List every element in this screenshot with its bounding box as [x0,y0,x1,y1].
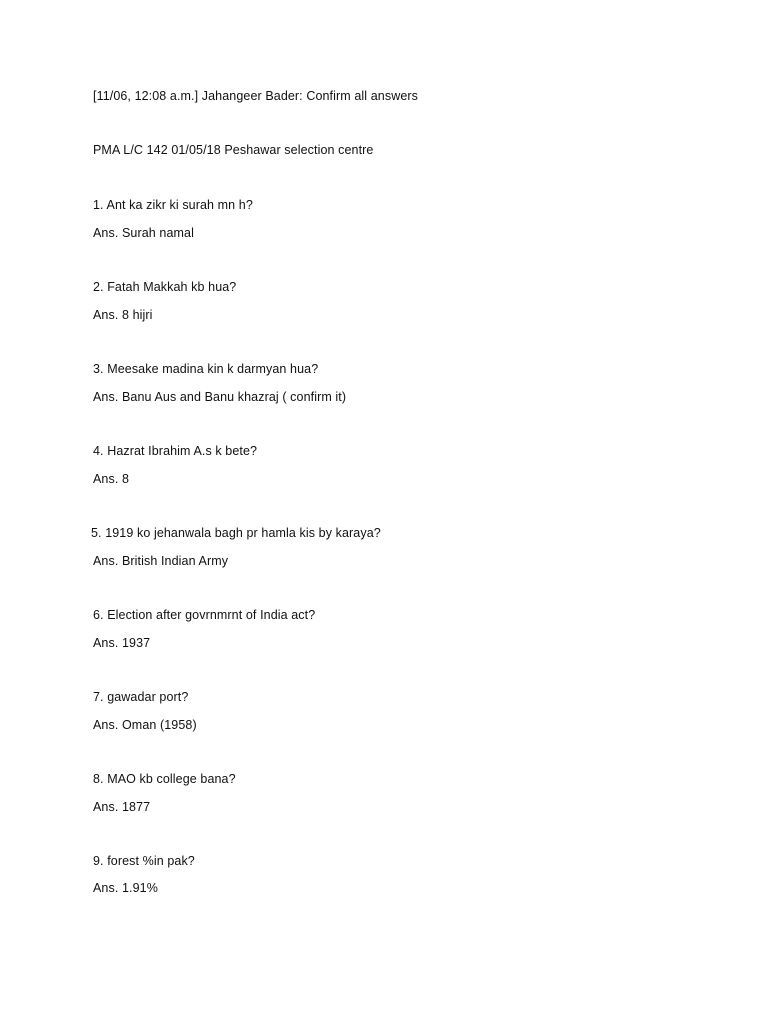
question-6: 6. Election after govrnmrnt of India act? [93,608,316,622]
question-3: 3. Meesake madina kin k darmyan hua? [93,362,319,376]
question-1: 1. Ant ka zikr ki surah mn h? [93,198,253,212]
question-9: 9. forest %in pak? [93,854,195,868]
answer-2: Ans. 8 hijri [93,308,153,322]
answer-1: Ans. Surah namal [93,226,194,240]
question-5: 5. 1919 ko jehanwala bagh pr hamla kis by karaya? [91,526,381,540]
answer-4: Ans. 8 [93,472,130,486]
answer-3: Ans. Banu Aus and Banu khazraj ( confirm it) [93,390,347,404]
answer-9: Ans. 1.91% [93,881,158,895]
exam-title-line: PMA L/C 142 01/05/18 Peshawar selection centre [93,143,374,157]
question-7: 7. gawadar port? [93,690,189,704]
question-8: 8. MAO kb college bana? [93,772,236,786]
answer-5: Ans. British Indian Army [93,554,229,568]
question-2: 2. Fatah Makkah kb hua? [93,280,237,294]
answer-6: Ans. 1937 [93,636,151,650]
answer-7: Ans. Oman (1958) [93,718,197,732]
answer-8: Ans. 1877 [93,800,151,814]
question-4: 4. Hazrat Ibrahim A.s k bete? [93,444,258,458]
chat-header-line: [11/06, 12:08 a.m.] Jahangeer Bader: Confirm all answers [93,89,418,103]
